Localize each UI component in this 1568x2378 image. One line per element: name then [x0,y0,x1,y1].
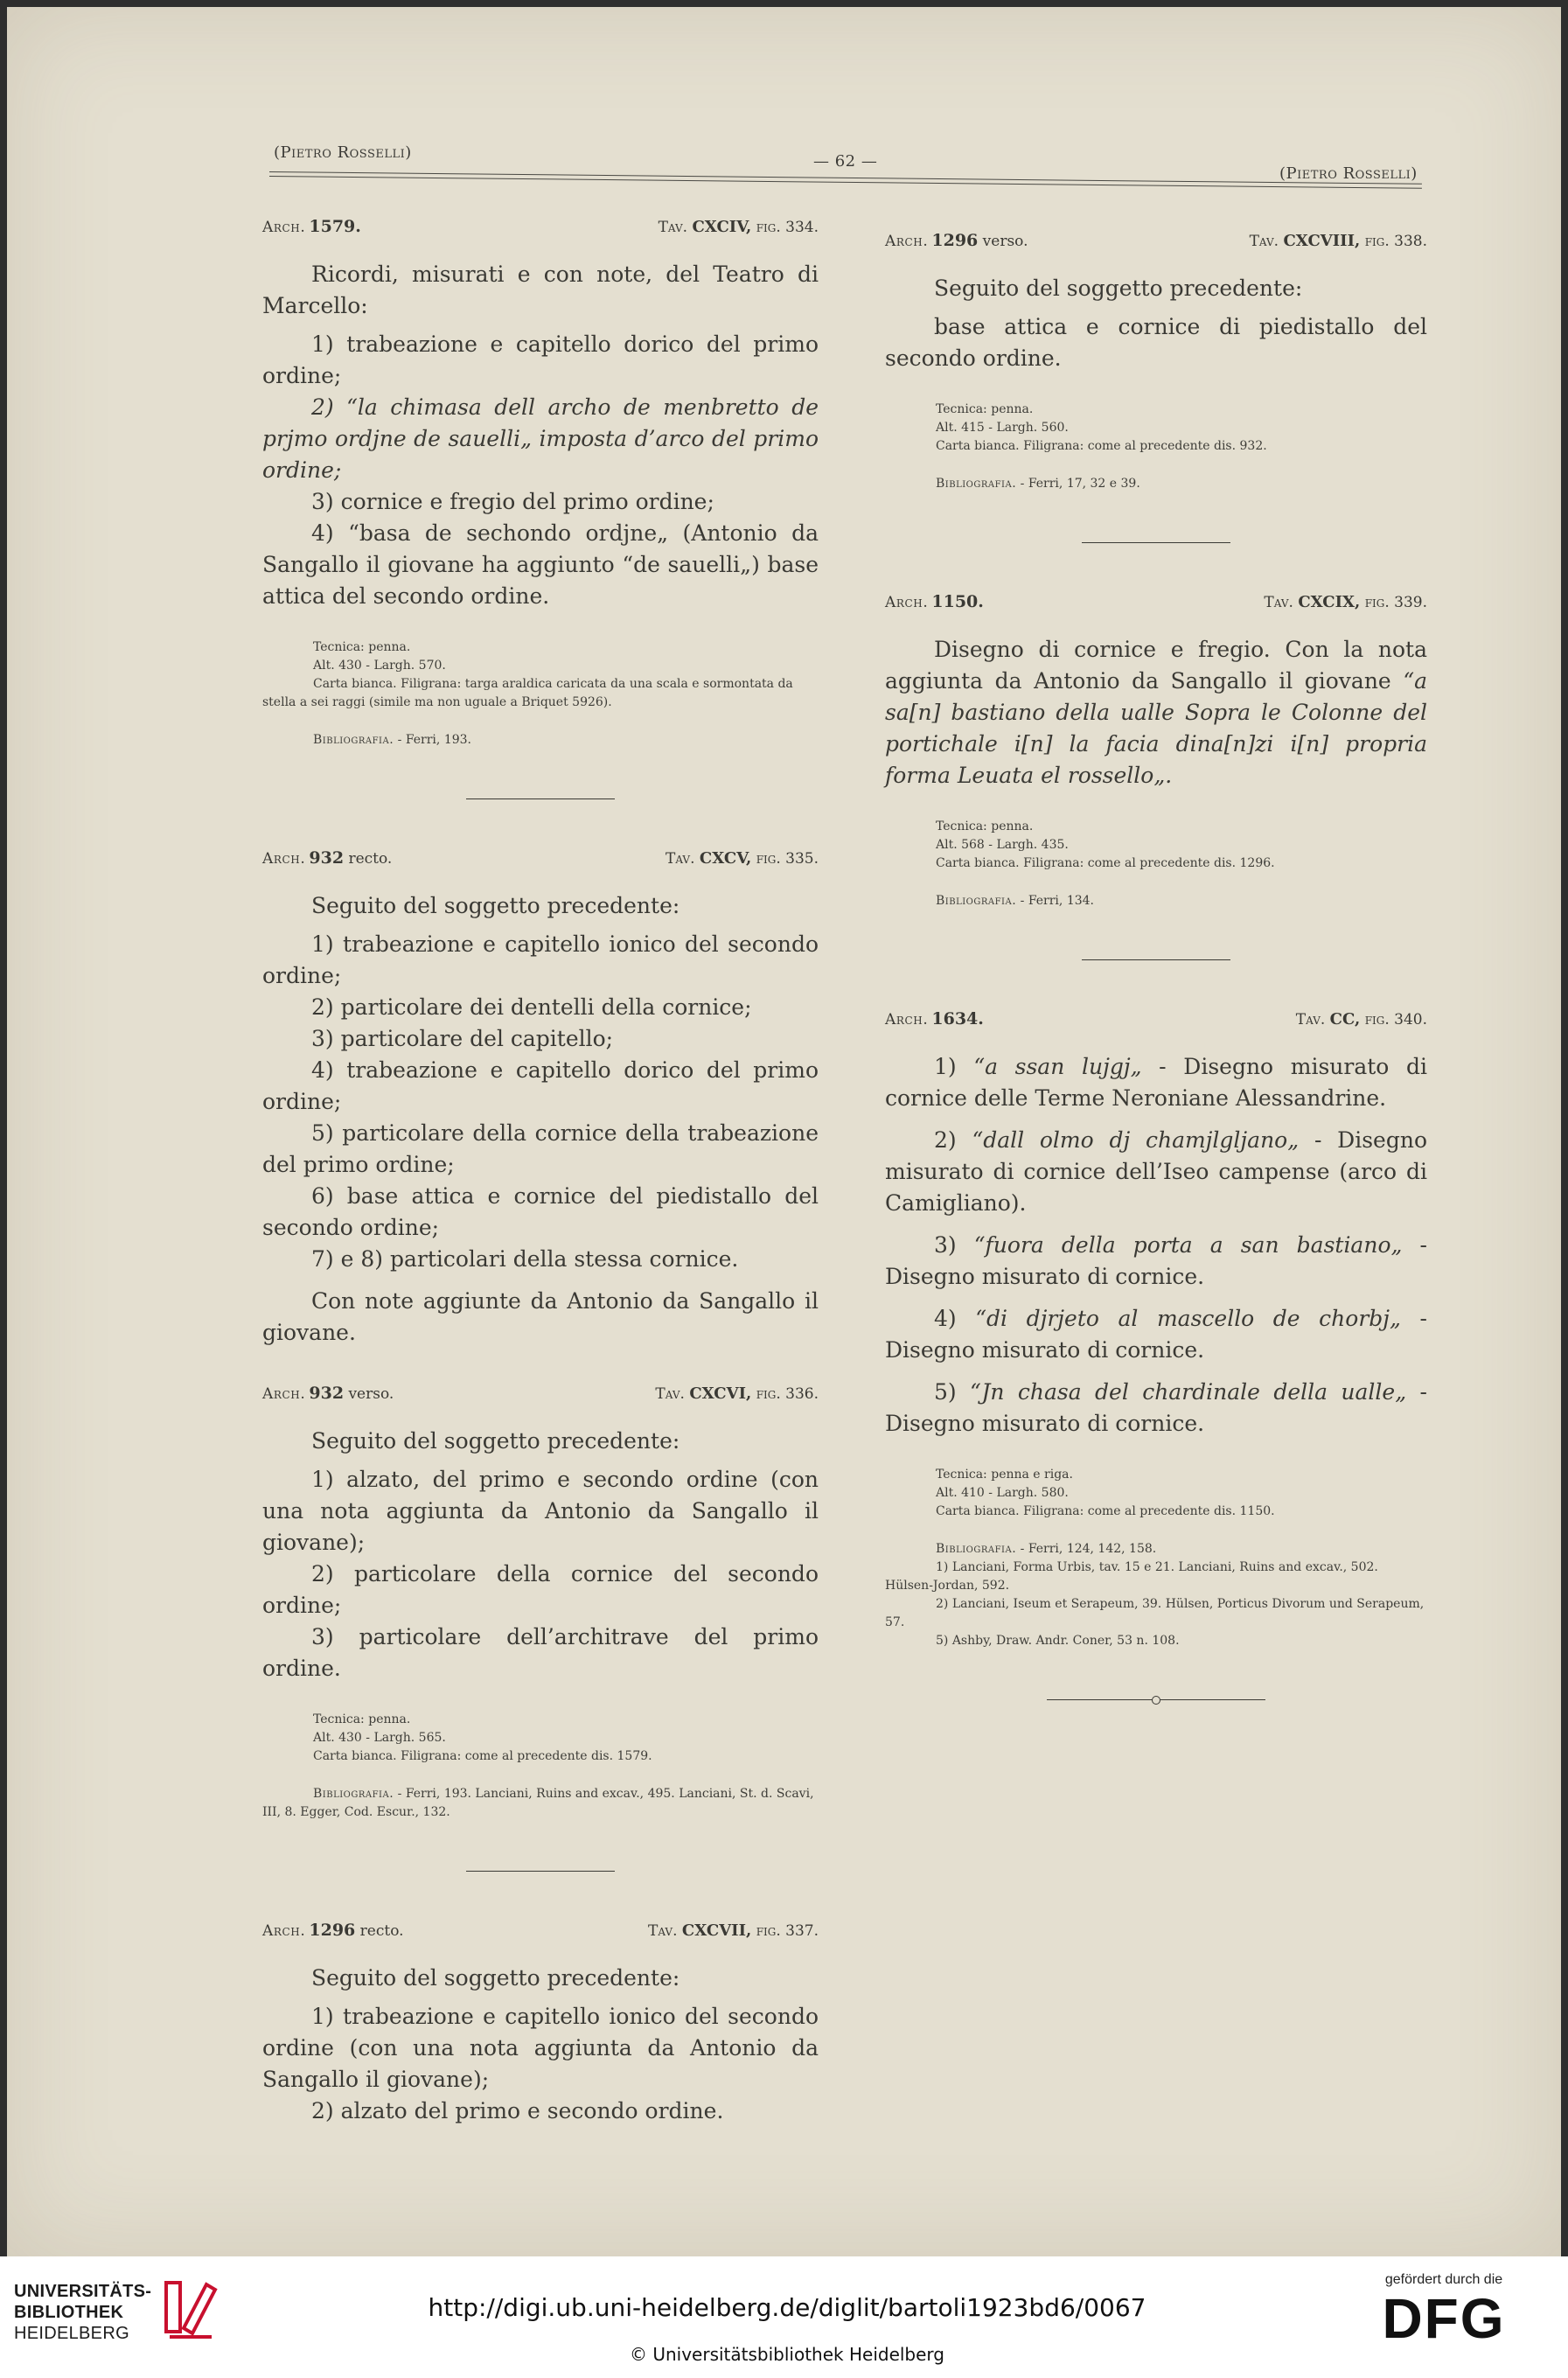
arch-number: 1296 [309,1921,356,1940]
bibliography-label: Bibliografia. [313,733,394,747]
tav-number: CXCVIII, [1283,232,1361,250]
copyright-notice: © Universitätsbibliothek Heidelberg [629,2344,944,2365]
arch-label: Arch. [885,233,929,250]
entry-intro: Seguito del soggetto precedente: [311,893,680,918]
logo-line: UNIVERSITÄTS- [14,2282,152,2301]
tav-label: Tav. [1295,1011,1326,1029]
paper-watermark: Carta bianca. Filigrana: come al precedente dis. 1296. [936,856,1275,870]
technical-notes [262,1711,819,1766]
list-item: 1) alzato, del primo e secondo ordine (con una nota aggiunta da Antonio da Sangallo il giovane); [262,1467,819,1555]
list-item [885,1303,1427,1366]
arch-label: Arch. [885,594,929,611]
technical-notes [885,1466,1427,1521]
tav-label: Tav. [666,850,695,868]
entry-separator [1082,959,1230,960]
tav-label: Tav. [1249,233,1279,250]
list-item: 1) trabeazione e capitello dorico del primo ordine; [262,331,819,388]
entry-arch-932-recto [262,848,819,1349]
list-item: base attica e cornice di piedistallo del secondo ordine. [885,314,1427,371]
entry-heading [262,217,819,236]
bibliography-text: - Ferri, 134. [1016,894,1094,908]
bibliography-label: Bibliografia. [936,477,1017,491]
paper-watermark: Carta bianca. Filigrana: come al precedente dis. 1579. [313,1749,652,1763]
list-item: 2) alzato del primo e secondo ordine. [311,2098,724,2123]
entry-separator [466,1871,615,1872]
list-item: 5) particolare della cornice della trabeazione del primo ordine; [262,1120,819,1177]
arch-label: Arch. [262,1922,306,1940]
university-library-logo[interactable] [14,2281,233,2360]
list-item: 1) trabeazione e capitello ionico del secondo ordine (con una nota aggiunta da Antonio da Sangallo il giovane); [262,2004,819,2092]
list-item: 2) particolare dei dentelli della cornice; [311,994,752,1020]
tav-number: CXCIV, [692,218,752,236]
technique: Tecnica: penna. [313,640,411,654]
arch-side: verso. [348,1385,394,1403]
technical-notes [885,401,1427,456]
item-text: - Disegno misurato di cornice. [885,1232,1427,1289]
item-quote: “fuora della porta a san bastiano„ [973,1232,1403,1258]
item-quote: “di djrjeto al mascello de chorbj„ [975,1306,1401,1331]
list-item: 3) cornice e fregio del primo ordine; [311,489,714,514]
permalink-url[interactable]: http://digi.ub.uni-heidelberg.de/diglit/bartoli1923bd6/0067 [428,2293,1146,2322]
entry-intro: Seguito del soggetto precedente: [311,1428,680,1454]
dfg-logo[interactable] [1356,2272,1531,2349]
bibliography-text: - Ferri, 193. [394,733,471,747]
technical-notes [262,638,819,712]
list-item: 7) e 8) particolari della stessa cornice. [311,1246,739,1272]
entry-intro: Ricordi, misurati e con note, del Teatro di Marcello: [262,262,819,318]
item-text: - Disegno misurato di cornice. [885,1306,1427,1363]
entry-arch-1296-verso [885,231,1427,493]
bibliography-note: 1) Lanciani, Forma Urbis, tav. 15 e 21. Lanciani, Ruins and excav., 502. Hülsen-Jordan, 592. [885,1560,1378,1593]
scanned-page [7,7,1561,2256]
tav-number: CXCVII, [681,1921,752,1940]
tav-label: Tav. [648,1922,678,1940]
bibliography [885,892,1427,910]
entry-intro: Seguito del soggetto precedente: [934,275,1303,301]
list-item: 4) “basa de sechondo ordjne„ (Antonio da Sangallo il giovane ha aggiunto “de sauelli„) base attica del secondo ordine. [262,520,819,609]
list-item [885,1230,1427,1293]
list-item: 4) trabeazione e capitello dorico del primo ordine; [262,1057,819,1114]
technical-notes [885,818,1427,873]
entry-note: Con note aggiunte da Antonio da Sangallo il giovane. [262,1288,819,1345]
list-item [885,1125,1427,1219]
technique: Tecnica: penna. [936,819,1034,833]
right-column [885,231,1427,1700]
entry-heading [262,848,819,868]
tav-number: CXCIX, [1298,593,1361,611]
end-ornament [1047,1699,1265,1700]
left-column [262,217,819,2127]
entry-heading [885,1009,1427,1029]
tav-label: Tav. [1264,594,1293,611]
list-item: 6) base attica e cornice del piedistallo del secondo ordine; [262,1183,819,1240]
library-emblem-icon [161,2276,222,2346]
bibliography-note: 2) Lanciani, Iseum et Serapeum, 39. Hülsen, Porticus Divorum und Serapeum, 57. [885,1597,1425,1629]
arch-number: 1634. [931,1009,984,1029]
arch-number: 1150. [931,592,984,611]
list-item [885,1377,1427,1440]
item-text: - Disegno misurato di cornice. [885,1379,1427,1436]
item-number: 5) [934,1379,971,1405]
technique: Tecnica: penna. [313,1712,411,1726]
entry-intro [885,634,1427,792]
list-item: 3) particolare dell’architrave del primo ordine. [262,1624,819,1681]
fig-number: fig. 339. [1364,594,1427,611]
fig-number: fig. 334. [756,219,819,236]
list-item: 3) particolare del capitello; [311,1026,614,1051]
bibliography-text: - Ferri, 193. Lanciani, Ruins and excav., 495. Lanciani, St. d. Scavi, III, 8. Egger, Cod. Escur., 132. [262,1787,814,1819]
technique: Tecnica: penna. [936,402,1034,416]
entry-intro-quote: “a sa[n] bastiano della ualle Sopra le Colonne del portichale i[n] la facia dina[n]zi i[n] propria forma Leuata el rossello„. [885,668,1427,788]
bibliography-label: Bibliografia. [936,894,1017,908]
entry-heading [262,1921,819,1940]
tav-number: CXCVI, [689,1384,752,1403]
bibliography [262,731,819,750]
list-item: 2) particolare della cornice del secondo ordine; [262,1561,819,1618]
item-number: 2) [934,1127,972,1153]
technique: Tecnica: penna e riga. [936,1468,1073,1482]
list-item [262,392,819,486]
fig-number: fig. 338. [1364,233,1427,250]
arch-number: 1296 [931,231,979,250]
entry-arch-1579 [262,217,819,750]
dfg-wordmark: DFG [1382,2287,1506,2350]
entry-arch-932-verso [262,1384,819,1822]
item-quote: “dall olmo dj chamjlgljano„ [972,1127,1300,1153]
item-number: 3) [934,1232,974,1258]
list-item [885,1051,1427,1114]
entry-separator [466,798,615,799]
entry-heading [885,592,1427,611]
bibliography [885,475,1427,493]
page-number: — 62 — [813,152,878,171]
bibliography-note: 5) Ashby, Draw. Andr. Coner, 53 n. 108. [936,1634,1180,1648]
bibliography-label: Bibliografia. [936,1542,1017,1556]
entry-intro: Seguito del soggetto precedente: [311,1965,680,1991]
item-number: 1) [934,1054,974,1079]
funded-by-label: gefördert durch die [1384,2272,1503,2287]
item-text: - Disegno misurato di cornice dell’Iseo campense (arco di Camigliano). [885,1127,1427,1216]
bibliography-label: Bibliografia. [313,1787,394,1801]
running-head-left: (Pietro Rosselli) [274,143,412,162]
arch-side: recto. [359,1922,404,1940]
list-item-text: 2) “la chimasa dell archo de menbretto de prjmo ordjne de sauelli„ imposta d’arco del primo ordine; [262,394,819,483]
tav-number: CC, [1329,1010,1361,1029]
dimensions: Alt. 568 - Largh. 435. [936,838,1069,852]
entry-arch-1296-recto [262,1921,819,2127]
arch-label: Arch. [262,1385,306,1403]
fig-number: fig. 337. [756,1922,819,1940]
item-number: 4) [934,1306,976,1331]
ornament-dot-icon [1152,1696,1160,1705]
paper-watermark: Carta bianca. Filigrana: targa araldica caricata da una scala e sormontata da stella a sei raggi (simile ma non uguale a Briquet 5926). [262,677,793,709]
item-text: - Disegno misurato di cornice delle Terme Neroniane Alessandrine. [885,1054,1427,1111]
paper-watermark: Carta bianca. Filigrana: come al precedente dis. 932. [936,439,1267,453]
viewer-footer [0,2256,1568,2378]
entry-heading [885,231,1427,250]
fig-number: fig. 335. [756,850,819,868]
arch-label: Arch. [262,219,306,236]
tav-number: CXCV, [699,849,752,868]
bibliography [885,1540,1427,1650]
item-quote: “Jn chasa del chardinale della ualle„ [970,1379,1407,1405]
arch-side: recto. [348,850,393,868]
running-head-right: (Pietro Rosselli) [1279,164,1418,183]
dimensions: Alt. 430 - Largh. 570. [313,659,446,673]
entry-arch-1150 [885,592,1427,910]
dimensions: Alt. 415 - Largh. 560. [936,421,1069,435]
arch-label: Arch. [262,850,306,868]
item-quote: “a ssan lujgj„ [973,1054,1142,1079]
arch-side: verso. [982,233,1028,250]
bibliography [262,1785,819,1822]
arch-number: 932 [309,1384,345,1403]
entry-intro-text: Disegno di cornice e fregio. Con la nota aggiunta da Antonio da Sangallo il giovane [885,637,1427,694]
entry-heading [262,1384,819,1403]
logo-line: BIBLIOTHEK [14,2303,124,2322]
tav-label: Tav. [658,219,688,236]
fig-number: fig. 340. [1364,1011,1427,1029]
list-item: 1) trabeazione e capitello ionico del secondo ordine; [262,931,819,988]
fig-number: fig. 336. [756,1385,819,1403]
bibliography-text: - Ferri, 17, 32 e 39. [1016,477,1140,491]
paper-watermark: Carta bianca. Filigrana: come al precedente dis. 1150. [936,1504,1275,1518]
arch-number: 932 [309,848,345,868]
bibliography-text: - Ferri, 124, 142, 158. [1016,1542,1157,1556]
entry-arch-1634 [885,1009,1427,1700]
arch-label: Arch. [885,1011,929,1029]
logo-line: HEIDELBERG [14,2324,129,2343]
tav-label: Tav. [655,1385,685,1403]
dimensions: Alt. 430 - Largh. 565. [313,1731,446,1745]
arch-number: 1579. [309,217,361,236]
dimensions: Alt. 410 - Largh. 580. [936,1486,1069,1500]
entry-separator [1082,542,1230,543]
